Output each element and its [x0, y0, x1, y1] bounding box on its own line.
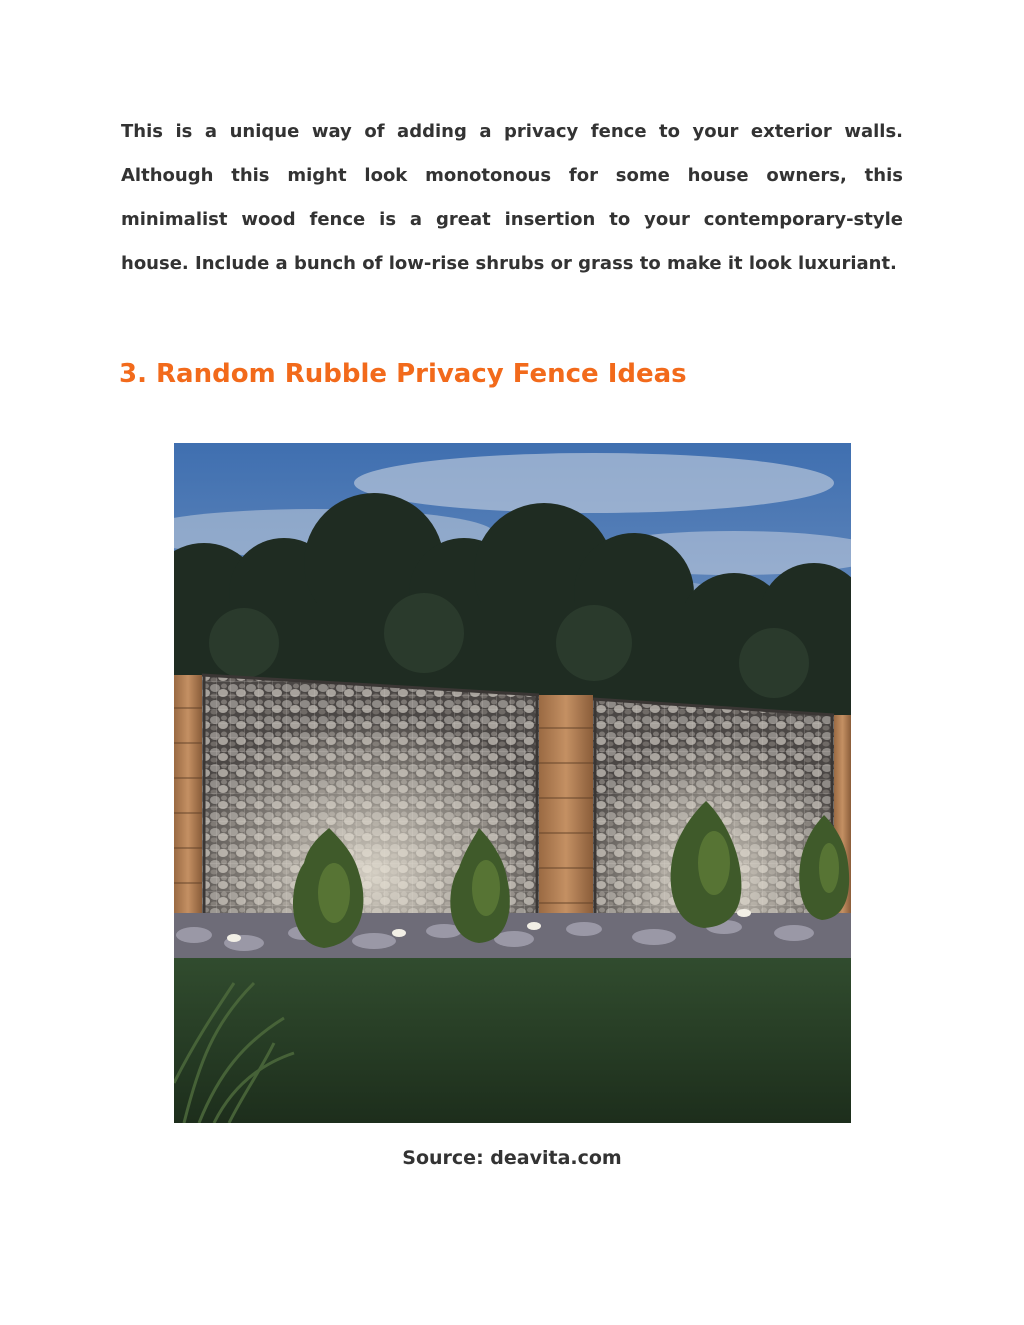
gabion-fence-illustration — [174, 443, 851, 1123]
gabion-fence-photo — [174, 443, 851, 1123]
image-source-caption: Source: deavita.com — [402, 1147, 622, 1169]
section-heading: 3. Random Rubble Privacy Fence Ideas — [119, 359, 687, 389]
body-paragraph: This is a unique way of adding a privacy fence to your exterior walls. Although this might look monotonous for some house owners, this minimalist wood fence is a great insertion to your contemporary-style house. Include a bunch of low-rise shrubs or grass to make it look luxuriant. — [121, 121, 903, 274]
